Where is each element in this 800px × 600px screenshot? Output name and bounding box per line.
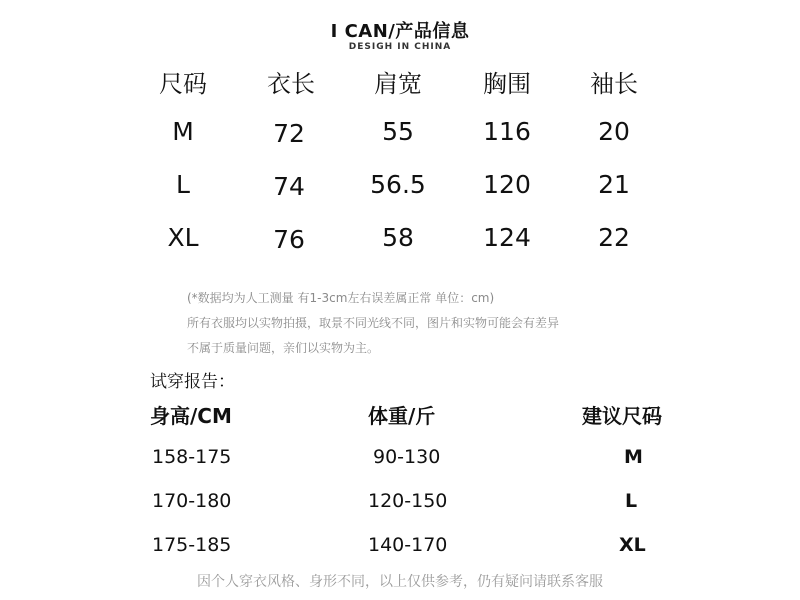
column-header-weight: 体重/斤	[368, 404, 436, 428]
column-header-chest: 胸围	[483, 70, 531, 98]
weight-cell: 90-130	[373, 446, 441, 468]
recommended-size-cell: L	[625, 490, 638, 512]
chest-cell: 124	[483, 223, 531, 252]
weight-cell: 120-150	[368, 490, 448, 512]
column-header-height: 身高/CM	[150, 404, 232, 428]
chest-cell: 116	[483, 117, 531, 146]
column-header-sleeve: 袖长	[590, 70, 638, 98]
quality-disclaimer: 不属于质量问题，亲们以实物为主。	[187, 341, 380, 355]
page-subtitle: DESIGH IN CHINA	[348, 42, 452, 52]
shoulder-cell: 55	[382, 117, 414, 146]
length-cell: 72	[273, 119, 305, 148]
size-cell: L	[176, 170, 190, 199]
footer-disclaimer: 因个人穿衣风格、身形不同，以上仅供参考，仍有疑问请联系客服	[197, 574, 603, 590]
measurement-note: (*数据均为人工测量 有1-3cm左右误差属正常 单位：cm)	[187, 291, 495, 305]
column-header-size: 尺码	[159, 70, 207, 98]
sleeve-cell: 21	[598, 170, 630, 199]
size-table	[0, 0, 800, 270]
shoulder-cell: 58	[382, 223, 414, 252]
length-cell: 74	[273, 172, 305, 201]
shoulder-cell: 56.5	[370, 170, 426, 199]
height-cell: 175-185	[152, 534, 232, 556]
recommended-size-cell: XL	[619, 534, 646, 556]
size-cell: M	[172, 117, 194, 146]
weight-cell: 140-170	[368, 534, 448, 556]
photo-disclaimer: 所有衣服均以实物拍摄，取景不同光线不同，图片和实物可能会有差异	[187, 316, 560, 330]
column-header-recommended-size: 建议尺码	[582, 404, 662, 428]
height-cell: 170-180	[152, 490, 232, 512]
length-cell: 76	[273, 225, 305, 254]
column-header-length: 衣长	[267, 70, 315, 98]
recommended-size-cell: M	[624, 446, 643, 468]
fit-report-title: 试穿报告：	[150, 372, 235, 392]
page-title: I CAN/产品信息	[330, 21, 470, 42]
chest-cell: 120	[483, 170, 531, 199]
sleeve-cell: 20	[598, 117, 630, 146]
column-header-shoulder: 肩宽	[374, 70, 422, 98]
size-cell: XL	[167, 223, 199, 252]
height-cell: 158-175	[152, 446, 232, 468]
sleeve-cell: 22	[598, 223, 630, 252]
